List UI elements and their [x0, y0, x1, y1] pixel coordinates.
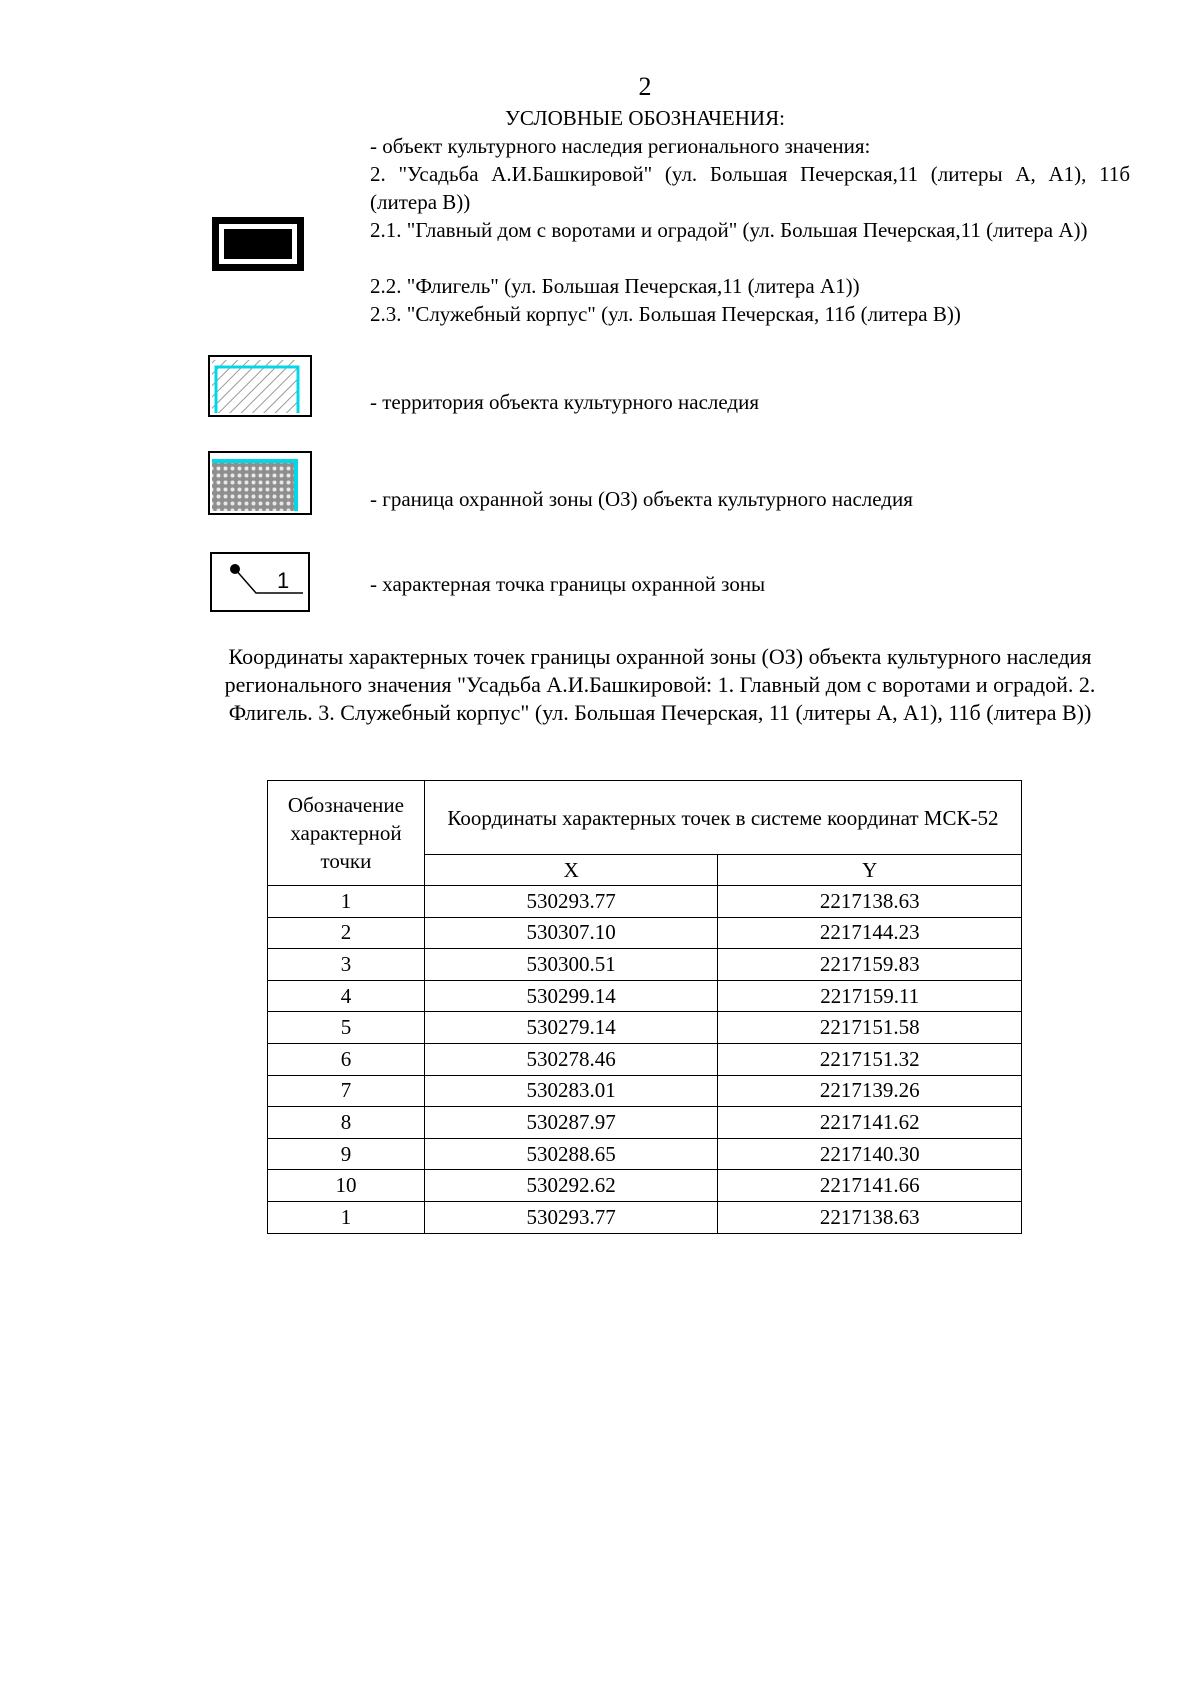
table-row [268, 980, 1022, 1012]
legend-object-item-2-1: 2.1. "Главный дом с воротами и оградой" (ул. Большая Печерская,11 (литера А)) [370, 218, 1088, 242]
cell-y: 2217139.26 [718, 1075, 1022, 1107]
header-y: Y [718, 855, 1022, 886]
cell-point: 10 [268, 1170, 425, 1202]
legend-protection-zone: - граница охранной зоны (ОЗ) объекта культурного наследия [370, 487, 913, 511]
cell-y: 2217140.30 [718, 1138, 1022, 1170]
boundary-point-number: 1 [277, 568, 290, 593]
legend-object-item-2: 2. "Усадьба А.И.Башкировой" (ул. Большая Печерская,11 (литеры А, А1), 11б (литера В)) [370, 162, 1130, 214]
table-row [268, 1138, 1022, 1170]
cell-point: 7 [268, 1075, 425, 1107]
territory-hatch-icon [208, 355, 312, 417]
table-row [268, 1075, 1022, 1107]
cell-x: 530283.01 [424, 1075, 718, 1107]
cell-x: 530307.10 [424, 917, 718, 949]
cell-y: 2217144.23 [718, 917, 1022, 949]
cell-y: 2217138.63 [718, 886, 1022, 918]
cell-point: 3 [268, 949, 425, 981]
cell-x: 530279.14 [424, 1012, 718, 1044]
table-row [268, 1201, 1022, 1233]
cell-x: 530292.62 [424, 1170, 718, 1202]
table-row [268, 1170, 1022, 1202]
cell-y: 2217159.11 [718, 980, 1022, 1012]
boundary-point-icon [210, 552, 310, 612]
legend-object-item-2-3: 2.3. "Служебный корпус" (ул. Большая Печерская, 11б (литера В)) [370, 302, 961, 326]
cell-x: 530288.65 [424, 1138, 718, 1170]
cell-x: 530299.14 [424, 980, 718, 1012]
cell-point: 1 [268, 886, 425, 918]
cell-y: 2217141.62 [718, 1107, 1022, 1139]
cell-point: 1 [268, 1201, 425, 1233]
cell-x: 530300.51 [424, 949, 718, 981]
page-number: 2 [638, 72, 652, 101]
header-x: X [424, 855, 718, 886]
cell-x: 530278.46 [424, 1043, 718, 1075]
cell-x: 530293.77 [424, 886, 718, 918]
cell-y: 2217159.83 [718, 949, 1022, 981]
cell-y: 2217151.32 [718, 1043, 1022, 1075]
legend-object-heading: - объект культурного наследия регионального значения: [370, 134, 871, 158]
cell-point: 5 [268, 1012, 425, 1044]
table-row [268, 1043, 1022, 1075]
legend-object-item-2-2: 2.2. "Флигель" (ул. Большая Печерская,11 (литера А1)) [370, 274, 860, 298]
cell-x: 530293.77 [424, 1201, 718, 1233]
table-row [268, 917, 1022, 949]
cell-y: 2217151.58 [718, 1012, 1022, 1044]
header-coordinates: Координаты характерных точек в системе координат МСК-52 [424, 781, 1021, 855]
cell-point: 8 [268, 1107, 425, 1139]
protection-zone-dots-icon [208, 451, 312, 515]
table-row [268, 886, 1022, 918]
heritage-object-icon [211, 216, 305, 272]
cell-point: 2 [268, 917, 425, 949]
cell-point: 9 [268, 1138, 425, 1170]
legend-point: - характерная точка границы охранной зоны [370, 572, 766, 596]
legend-title: УСЛОВНЫЕ ОБОЗНАЧЕНИЯ: [505, 106, 785, 130]
cell-y: 2217141.66 [718, 1170, 1022, 1202]
table-row [268, 949, 1022, 981]
legend-territory: - территория объекта культурного наследия [370, 390, 760, 414]
cell-y: 2217138.63 [718, 1201, 1022, 1233]
cell-point: 4 [268, 980, 425, 1012]
cell-x: 530287.97 [424, 1107, 718, 1139]
header-point: Обозначение характерной точки [268, 781, 425, 886]
coordinates-table [267, 780, 1022, 1234]
coordinates-title: Координаты характерных точек границы охранной зоны (ОЗ) объекта культурного наследия регионального значения "Усадьба А.И.Башкировой: 1. Главный дом с воротами и оградой. 2. Флигель. 3. Служебный корпус" (ул. Большая Печерская, 11 (литеры А, А1), 11б (литера В)) [224, 644, 1096, 725]
table-row [268, 1012, 1022, 1044]
table-row [268, 1107, 1022, 1139]
cell-point: 6 [268, 1043, 425, 1075]
